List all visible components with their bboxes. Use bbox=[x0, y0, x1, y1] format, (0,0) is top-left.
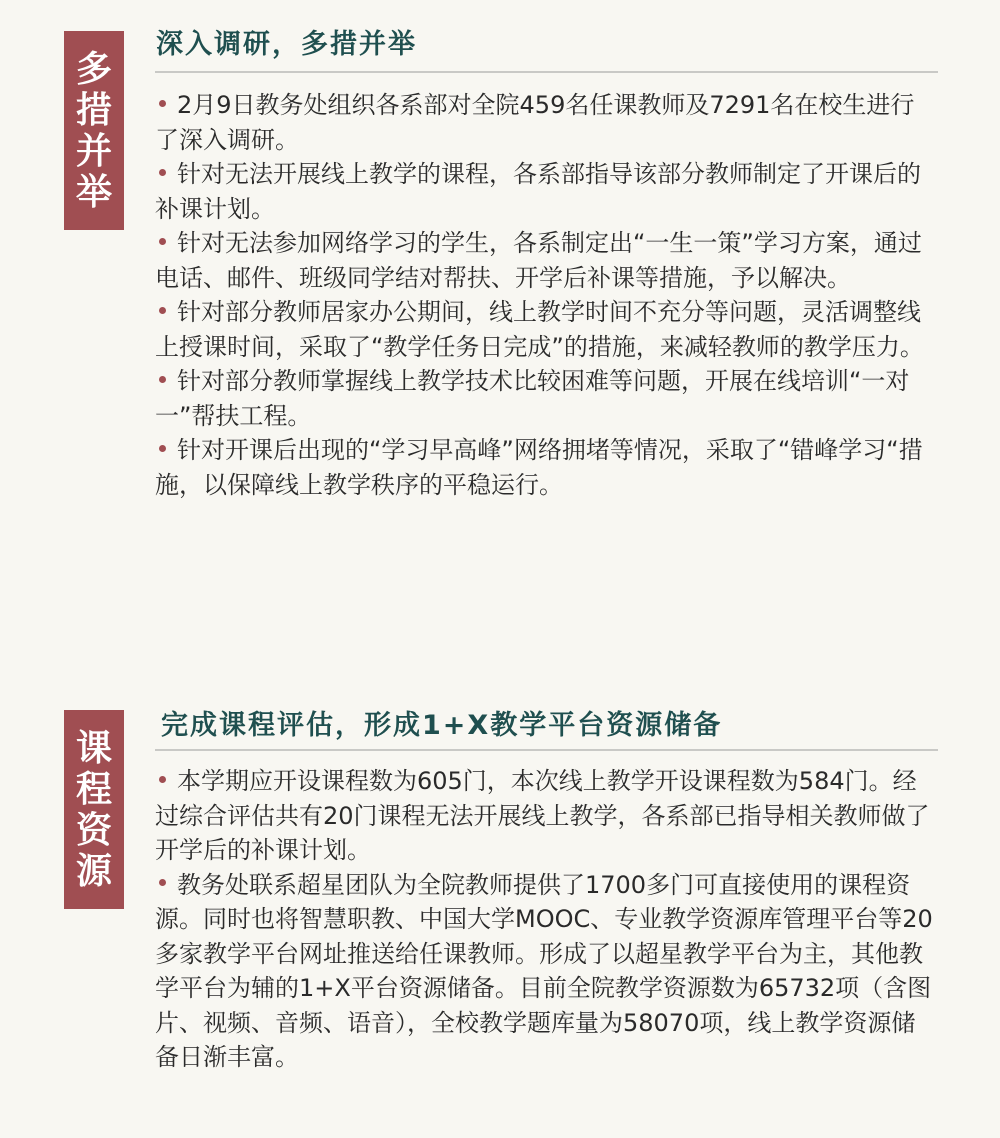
bullet-dot-icon bbox=[159, 100, 166, 107]
list-item bbox=[155, 764, 935, 868]
side-label-char: 课 bbox=[75, 727, 112, 769]
section-heading: 深入调研，多措并举 bbox=[156, 29, 417, 60]
list-item bbox=[155, 295, 935, 364]
list-item-text: 针对部分教师掌握线上教学技术比较困难等问题，开展在线培训“一对一”帮扶工程。 bbox=[155, 367, 910, 430]
bullet-list bbox=[155, 88, 935, 502]
bullet-list bbox=[155, 764, 935, 1075]
bullet-dot-icon bbox=[159, 307, 166, 314]
side-label-char: 举 bbox=[75, 171, 112, 213]
bullet-dot-icon bbox=[159, 879, 166, 886]
list-item bbox=[155, 157, 935, 226]
side-label-char: 程 bbox=[75, 768, 112, 810]
heading-divider bbox=[155, 71, 938, 73]
bullet-dot-icon bbox=[159, 445, 166, 452]
list-item bbox=[155, 868, 935, 1075]
list-item bbox=[155, 433, 935, 502]
side-label-measures bbox=[64, 31, 124, 230]
list-item bbox=[155, 226, 935, 295]
side-label-char: 措 bbox=[75, 89, 112, 131]
side-label-char: 多 bbox=[75, 48, 112, 90]
list-item-text: 本学期应开设课程数为605门，本次线上教学开设课程数为584门。经过综合评估共有20门课程无法开展线上教学，各系部已指导相关教师做了开学后的补课计划。 bbox=[155, 767, 930, 864]
bullet-dot-icon bbox=[159, 776, 166, 783]
side-label-course-resources bbox=[64, 710, 124, 909]
bullet-dot-icon bbox=[159, 169, 166, 176]
heading-divider bbox=[155, 749, 938, 751]
list-item-text: 针对无法开展线上教学的课程，各系部指导该部分教师制定了开课后的补课计划。 bbox=[155, 160, 921, 223]
side-label-char: 源 bbox=[75, 850, 112, 892]
bullet-dot-icon bbox=[159, 238, 166, 245]
list-item bbox=[155, 88, 935, 157]
list-item-text: 2月9日教务处组织各系部对全院459名任课教师及7291名在校生进行了深入调研。 bbox=[155, 91, 915, 154]
side-label-char: 资 bbox=[75, 809, 112, 851]
section-heading: 完成课程评估，形成1+X教学平台资源储备 bbox=[161, 710, 723, 741]
list-item-text: 教务处联系超星团队为全院教师提供了1700多门可直接使用的课程资源。同时也将智慧职教、中国大学MOOC、专业教学资源库管理平台等20多家教学平台网址推送给任课教师。形成了以超星教学平台为主，其他教学平台为辅的1+X平台资源储备。目前全院教学资源数为65732项（含图片、视频、音频、语音），全校教学题库量为58070项，线上教学资源储备日渐丰富。 bbox=[155, 870, 933, 1071]
list-item bbox=[155, 364, 935, 433]
list-item-text: 针对无法参加网络学习的学生，各系制定出“一生一策”学习方案，通过电话、邮件、班级同学结对帮扶、开学后补课等措施，予以解决。 bbox=[155, 229, 922, 292]
side-label-char: 并 bbox=[75, 130, 112, 172]
list-item-text: 针对部分教师居家办公期间，线上教学时间不充分等问题，灵活调整线上授课时间，采取了“教学任务日完成”的措施，来减轻教师的教学压力。 bbox=[155, 298, 924, 361]
list-item-text: 针对开课后出现的“学习早高峰”网络拥堵等情况，采取了“错峰学习“措施，以保障线上教学秩序的平稳运行。 bbox=[155, 436, 923, 499]
bullet-dot-icon bbox=[159, 376, 166, 383]
